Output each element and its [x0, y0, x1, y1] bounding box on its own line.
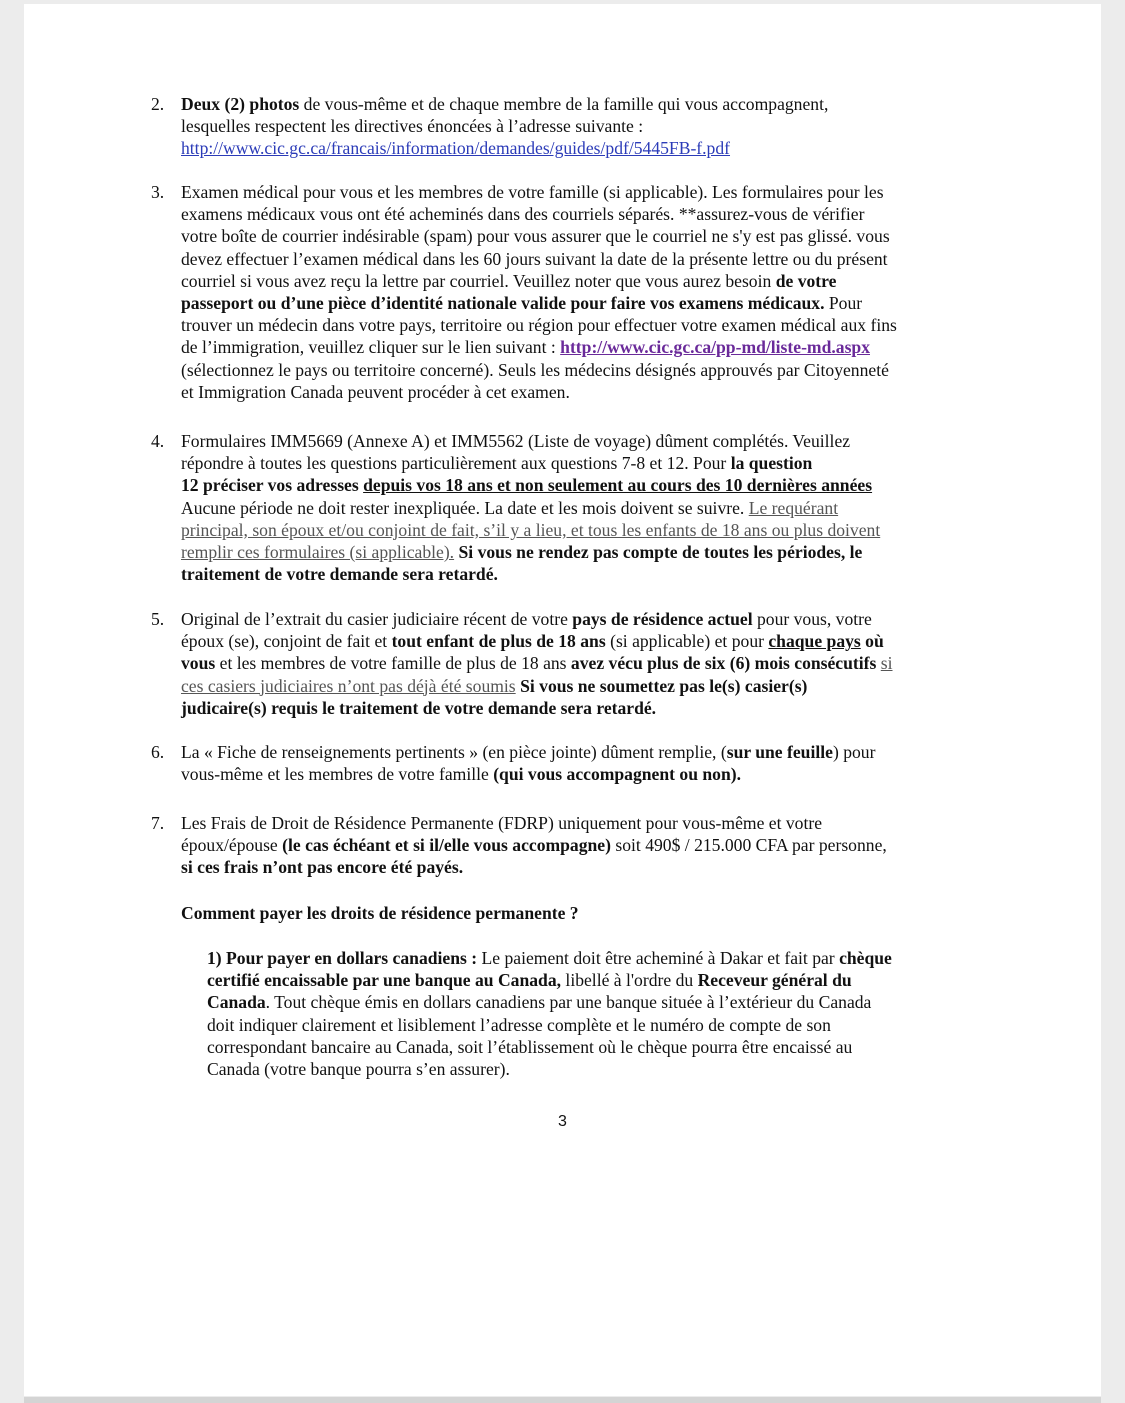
- item-number: 4.: [151, 431, 165, 451]
- text-run: depuis vos 18 ans et non seulement au cours des 10 dernières années: [363, 475, 873, 496]
- text-line: [181, 741, 971, 763]
- text-line: [181, 292, 971, 314]
- text-run: traitement de votre demande sera retardé.: [181, 564, 498, 585]
- text-run: votre boîte de courrier indésirable (spam) pour vous assurer que le courriel ne s'y est pas glissé. vous: [181, 226, 890, 247]
- text-run: tout enfant de plus de 18 ans: [391, 631, 606, 652]
- text-run: de vous-même et de chaque membre de la famille qui vous accompagnent,: [299, 94, 829, 114]
- text-run: répondre à toutes les questions particulièrement aux questions 7-8 et 12. Pour: [181, 453, 731, 474]
- text-run: chaque pays: [768, 631, 861, 652]
- text-line: [181, 452, 971, 474]
- text-line: [181, 652, 971, 674]
- text-run: où: [860, 631, 884, 652]
- text-line: [181, 93, 971, 115]
- hyperlink[interactable]: http://www.cic.gc.ca/francais/information/demandes/guides/pdf/5445FB-f.pdf: [181, 138, 731, 159]
- text-run: de votre: [775, 270, 837, 291]
- text-run: certifié encaissable par une banque au Canada,: [207, 970, 562, 991]
- text-run: judicaire(s) requis le traitement de votre demande sera retardé.: [181, 697, 657, 718]
- text-line: [181, 763, 971, 785]
- item-number: 6.: [151, 742, 165, 762]
- text-run: (sélectionnez le pays ou territoire concerné). Seuls les médecins désignés approuvés par Citoyenneté: [181, 359, 889, 380]
- text-run: Pour: [824, 293, 863, 314]
- item-number: 7.: [151, 813, 165, 833]
- text-line: [181, 812, 971, 834]
- text-line: [181, 314, 971, 336]
- text-run: passeport ou d’une pièce d’identité nationale valide pour faire vos examens médicaux.: [181, 293, 825, 314]
- text-line: [207, 991, 967, 1013]
- text-line: [207, 947, 967, 969]
- text-line: [181, 563, 971, 585]
- text-run: et les membres de votre famille de plus de 18 ans: [215, 653, 571, 674]
- text-run: Aucune période ne doit rester inexpliquée. La date et les mois doivent se suivre.: [181, 497, 749, 518]
- text-run: La « Fiche de renseignements pertinents » (en pièce jointe) dûment remplie, (: [181, 742, 727, 762]
- item-text: [181, 608, 971, 719]
- item-number: 3.: [151, 182, 165, 202]
- text-run: soit 490$ / 215.000 CFA par personne,: [610, 835, 887, 856]
- text-run: vous: [181, 653, 216, 674]
- text-line: [181, 181, 971, 203]
- payment-heading: Comment payer les droits de résidence permanente ?: [181, 903, 579, 923]
- text-run: Si vous ne rendez pas compte de toutes les périodes, le: [454, 542, 863, 563]
- text-run: Original de l’extrait du casier judiciaire récent de votre: [181, 609, 573, 629]
- item-text: [181, 93, 971, 160]
- text-run: trouver un médecin dans votre pays, territoire ou région pour effectuer votre examen médical aux fins: [181, 315, 897, 336]
- item-text: [181, 430, 971, 585]
- text-run: . Tout chèque émis en dollars canadiens par une banque située à l’extérieur du Canada: [265, 992, 872, 1013]
- text-line: [181, 248, 971, 270]
- text-run: la question: [730, 453, 813, 474]
- text-line: [181, 225, 971, 247]
- text-run: principal, son époux et/ou conjoint de fait, s’il y a lieu, et tous les enfants de 18 ans ou plus doivent: [181, 519, 881, 540]
- text-run: courriel si vous avez reçu la lettre par courriel. Veuillez noter que vous aurez besoin: [181, 270, 776, 291]
- text-line: [207, 1058, 967, 1080]
- document-page: [24, 4, 1101, 1396]
- viewer-bottom-edge: [24, 1397, 1101, 1403]
- text-run: et Immigration Canada peuvent procéder à cet examen.: [181, 381, 570, 402]
- text-run: Formulaires IMM5669 (Annexe A) et IMM5562 (Liste de voyage) dûment complétés. Veuillez: [181, 431, 851, 451]
- text-run: époux (se), conjoint de fait et: [181, 631, 392, 652]
- text-line: [181, 430, 971, 452]
- item-text: [181, 812, 971, 879]
- text-run: remplir ces formulaires (si applicable).: [181, 542, 455, 563]
- text-run: chèque: [839, 948, 892, 968]
- text-run: ) pour: [832, 742, 876, 762]
- text-line: [181, 834, 971, 856]
- text-run: libellé à l'ordre du: [561, 970, 698, 991]
- text-line: [181, 497, 971, 519]
- hyperlink[interactable]: http://www.cic.gc.ca/pp-md/liste-md.aspx: [560, 337, 870, 358]
- page-number: 3: [558, 1113, 567, 1130]
- text-run: Les Frais de Droit de Résidence Permanente (FDRP) uniquement pour vous-même et votre: [181, 813, 823, 833]
- text-run: si ces frais n’ont pas encore été payés.: [181, 857, 464, 878]
- text-line: [181, 381, 971, 403]
- text-run: Le paiement doit être acheminé à Dakar et fait par: [477, 948, 840, 968]
- text-run: de l’immigration, veuillez cliquer sur le lien suivant :: [181, 337, 561, 358]
- text-line: [207, 969, 967, 991]
- text-run: examens médicaux vous ont été acheminés dans des courriels séparés. **assurez-vous de vérifier: [181, 204, 865, 225]
- text-line: [181, 203, 971, 225]
- text-run: Deux (2) photos: [181, 94, 300, 114]
- text-run: pays de résidence actuel: [572, 609, 753, 629]
- text-run: lesquelles respectent les directives énoncées à l’adresse suivante :: [181, 116, 644, 137]
- text-run: (qui vous accompagnent ou non).: [493, 764, 742, 785]
- text-run: correspondant bancaire au Canada, soit l’établissement où le chèque pourra être encaissé au: [207, 1036, 853, 1057]
- text-run: Examen médical pour vous et les membres de votre famille (si applicable). Les formulaires pour les: [181, 182, 884, 202]
- text-line: [181, 474, 971, 496]
- text-run: 12 préciser vos adresses: [181, 475, 364, 496]
- item-number: 5.: [151, 609, 165, 629]
- text-line: [181, 519, 971, 541]
- text-line: [181, 675, 971, 697]
- text-run: (si applicable) et pour: [605, 631, 769, 652]
- text-line: [181, 359, 971, 381]
- item-number: 2.: [151, 94, 165, 114]
- text-run: Receveur général du: [697, 970, 852, 991]
- text-line: [181, 541, 971, 563]
- text-run: si: [880, 653, 893, 674]
- text-run: époux/épouse: [181, 835, 283, 856]
- text-run: avez vécu plus de six (6) mois consécutifs: [570, 653, 877, 674]
- text-run: ces casiers judiciaires n’ont pas déjà été soumis: [181, 675, 516, 696]
- text-line: [181, 608, 971, 630]
- item-text: [181, 741, 971, 785]
- text-run: doit indiquer clairement et lisiblement l’adresse complète et le numéro de compte de son: [207, 1014, 831, 1035]
- item-text: [181, 181, 971, 403]
- text-run: sur une feuille: [726, 742, 833, 762]
- text-run: pour vous, votre: [752, 609, 872, 629]
- text-run: Canada: [207, 992, 266, 1013]
- text-run: vous-même et les membres de votre famille: [181, 764, 494, 785]
- text-run: Si vous ne soumettez pas le(s) casier(s): [520, 675, 808, 696]
- text-line: [181, 630, 971, 652]
- text-line: [181, 856, 971, 878]
- text-line: [181, 697, 971, 719]
- text-line: [181, 336, 971, 358]
- text-run: Le requérant: [748, 497, 839, 518]
- text-run: devez effectuer l’examen médical dans les 60 jours suivant la date de la présente lettre ou du présent: [181, 248, 888, 269]
- text-line: [181, 137, 971, 159]
- text-line: [181, 115, 971, 137]
- text-run: Canada (votre banque pourra s’en assurer).: [207, 1059, 510, 1080]
- text-line: [207, 1036, 967, 1058]
- text-run: 1) Pour payer en dollars canadiens :: [207, 948, 478, 968]
- text-run: (le cas échéant et si il/elle vous accompagne): [282, 835, 611, 856]
- payment-paragraph: [207, 947, 967, 1080]
- text-line: [207, 1014, 967, 1036]
- text-line: [181, 270, 971, 292]
